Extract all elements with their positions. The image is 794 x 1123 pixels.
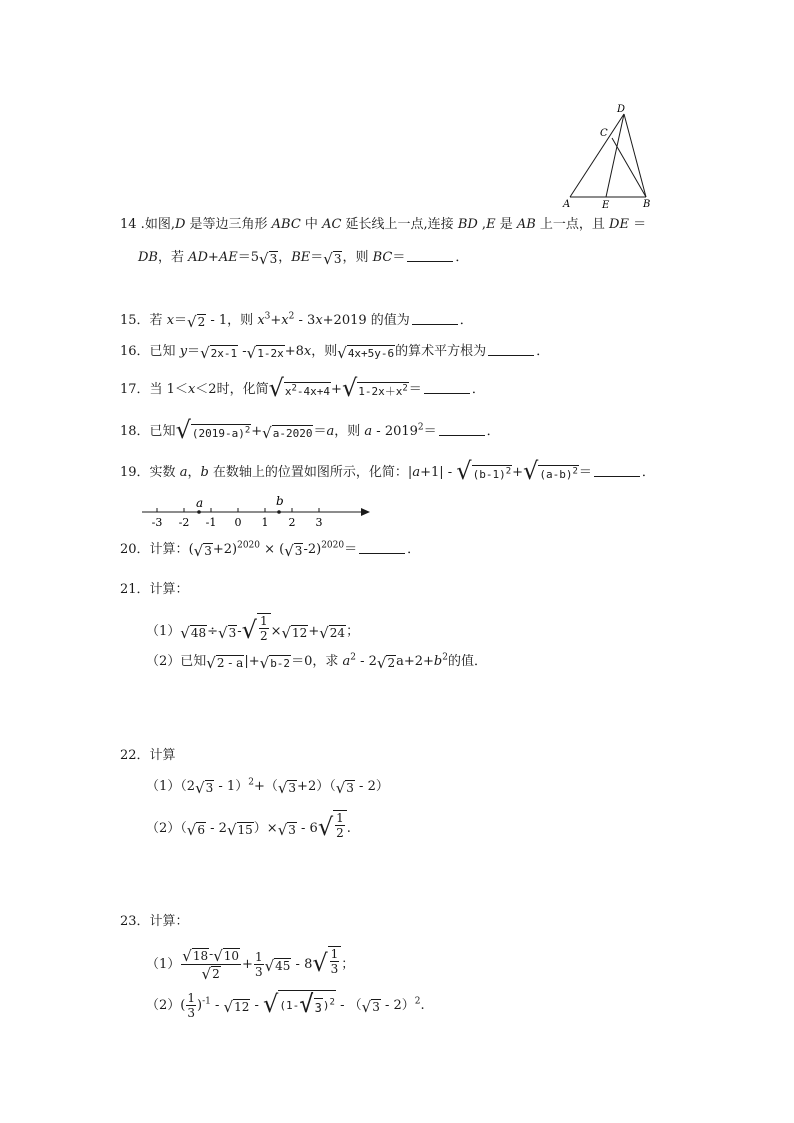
radical: √ 3 <box>193 542 212 560</box>
radical: √ 2 - a <box>206 654 244 672</box>
radical: √ 4x+5y-6 <box>337 344 395 362</box>
question-21-part-1: （1） √ 48 ÷ √ 3 - √ $\frac{1}{2}$ × √ 12 + √ 24 ； <box>146 614 360 644</box>
number-line-tick-label: 2 <box>288 516 296 529</box>
question-23-title: 23．计算： <box>120 914 189 929</box>
number-line-tick-label: 3 <box>315 516 323 529</box>
radical: √ 12 <box>223 998 250 1016</box>
radical: √ b-2 <box>259 654 291 672</box>
radical: √ 2 <box>201 965 220 983</box>
question-21-title: 21．计算： <box>120 582 189 597</box>
point-a-marker <box>197 510 201 514</box>
label-e: E <box>602 200 610 211</box>
fraction: $\frac{1}{2}$ <box>259 614 268 643</box>
number-line-tick-label: -2 <box>178 516 190 529</box>
radical: √ $(a-b)^2$ <box>523 457 578 485</box>
radical: √ $(2019-a)^2$ <box>175 416 251 444</box>
radical: √ 1-2x <box>246 344 284 362</box>
point-b-label: b <box>276 494 284 508</box>
question-14-line-2: DB，若 AD+AE＝5 √ 3 ，BE＝ √ 3 ，则 BC＝ ． <box>138 250 469 268</box>
question-17: 17．当 1＜x＜2时，化简 √ $x^2-4x+4$ + √ $1-2x+x^2$ ＝ ． <box>120 374 485 402</box>
segment-bd <box>624 114 646 197</box>
radical: √ $x^2-4x+4$ <box>268 374 331 402</box>
radical: √ 15 <box>226 821 253 839</box>
radical: √ 3 <box>277 779 297 797</box>
radical: √ $(b-1)^2$ <box>456 457 512 485</box>
segment-de <box>606 114 624 197</box>
radical: √ 18 <box>182 947 209 965</box>
radical: √ 2x-1 <box>200 344 238 362</box>
triangle-figure <box>560 100 660 212</box>
question-22-part-2: （2）（ √ 6 - 2 √ 15 ）× √ 3 - 6 √ $\frac{1}{2}$ . <box>146 811 351 841</box>
radical: √ 3 <box>323 250 342 268</box>
answer-blank[interactable] <box>359 541 405 554</box>
question-21-part-2: （2）已知 √ 2 - a |+ √ b-2 ＝0，求 $a^2 - 2$ √ 2 $a+2+b^2$的值． <box>146 652 487 672</box>
radical: √ $\frac{1}{2}$ <box>242 613 271 643</box>
question-23-part-2: （2）( $\frac{1}{3}$ )$^{-1}$ - √ 12 - √ (1- √ 3 )$^2$ - （ √ 3 - 2）$^2$. <box>146 990 425 1020</box>
radical: √ 10 <box>213 947 240 965</box>
question-19: 19．实数 a，b 在数轴上的位置如图所示，化简：|a+1| - √ $(b-1)^2$ + √ $(a-b)^2$ ＝ ． <box>120 457 655 485</box>
radical: √ 12 <box>281 624 308 642</box>
label-c: C <box>600 128 608 139</box>
question-22-title: 22．计算 <box>120 748 176 763</box>
answer-blank[interactable] <box>424 381 470 394</box>
radical: √ $\frac{1}{2}$ <box>318 810 347 840</box>
fraction: $\frac{1}{3}$ <box>330 947 339 976</box>
answer-blank[interactable] <box>594 464 640 477</box>
question-23-part-1: （1） √ 18 - √ 10 √ 2 + $\frac{1}{3}$ √ 45 - 8 √ $\frac{1}{3}$ ； <box>146 947 355 983</box>
radical: √ 3 <box>195 779 214 797</box>
answer-blank[interactable] <box>412 312 458 325</box>
label-b: B <box>643 199 651 210</box>
question-20: 20．计算：( √ 3 +2)$^{2020}$ × ( √ 3 -2)$^{2020}$＝ ． <box>120 540 421 560</box>
point-a-label: a <box>196 496 204 510</box>
question-18: 18．已知 √ $(2019-a)^2$ + √ a-2020 ＝a，则 $a - 2019^2=$ ． <box>120 416 500 444</box>
radical: √ $1-2x+x^2$ <box>341 374 408 402</box>
radical: √ 3 <box>335 779 354 797</box>
segment-ad <box>570 114 624 197</box>
answer-blank[interactable] <box>439 423 485 436</box>
label-a: A <box>563 199 571 210</box>
label-d: D <box>617 104 626 115</box>
radical: √ 2 <box>187 313 206 331</box>
number-line <box>138 494 378 532</box>
number-line-tick-label: -3 <box>151 516 163 529</box>
radical: √ 24 <box>319 624 346 642</box>
question-15: 15．若 x＝ √ 2 - 1，则 $x^3+x^2 - 3x+2019$ 的值为 ． <box>120 311 473 331</box>
radical: √ $\frac{1}{3}$ <box>312 946 341 976</box>
fraction: $\frac{1}{2}$ <box>336 811 344 840</box>
radical: √ 3 <box>299 990 322 1018</box>
radical: √ 3 <box>218 624 237 642</box>
answer-blank[interactable] <box>407 249 453 262</box>
question-14-line-1: 14 .如图,D 是等边三角形 ABC 中 AC 延长线上一点,连接 BD ,E 是 AB 上一点，且 DE ＝ <box>120 217 647 232</box>
radical: √ 3 <box>259 250 278 268</box>
number-line-arrow-icon <box>361 508 370 516</box>
radical: √ 3 <box>361 998 380 1016</box>
number-line-tick-label: 0 <box>234 516 242 529</box>
radical: √ 48 <box>180 624 207 642</box>
radical: √ 45 <box>264 957 291 975</box>
radical: √ (1- √ 3 )$^2$ <box>263 990 335 1018</box>
number-line-tick-label: 1 <box>261 516 269 529</box>
point-b-marker <box>277 510 281 514</box>
fraction: $\frac{1}{3}$ <box>187 991 195 1020</box>
radical: √ 3 <box>277 821 296 839</box>
question-22-part-1: （1）（2 √ 3 - 1）$^2$+（ √ 3 +2）（ √ 3 - 2） <box>146 777 389 797</box>
question-16: 16．已知 y＝ √ 2x-1 - √ 1-2x +8x，则 √ 4x+5y-6 的算术平方根为 ． <box>120 344 550 362</box>
radical: √ 3 <box>284 542 303 560</box>
answer-blank[interactable] <box>488 343 534 356</box>
radical: √ 2 <box>376 654 396 672</box>
fraction: $\frac{1}{3}$ <box>254 950 263 979</box>
radical: √ a-2020 <box>262 424 313 442</box>
radical: √ 6 <box>186 821 205 839</box>
number-line-tick-label: -1 <box>205 516 217 529</box>
fraction: √ 18 - √ 10 √ 2 <box>182 947 240 983</box>
